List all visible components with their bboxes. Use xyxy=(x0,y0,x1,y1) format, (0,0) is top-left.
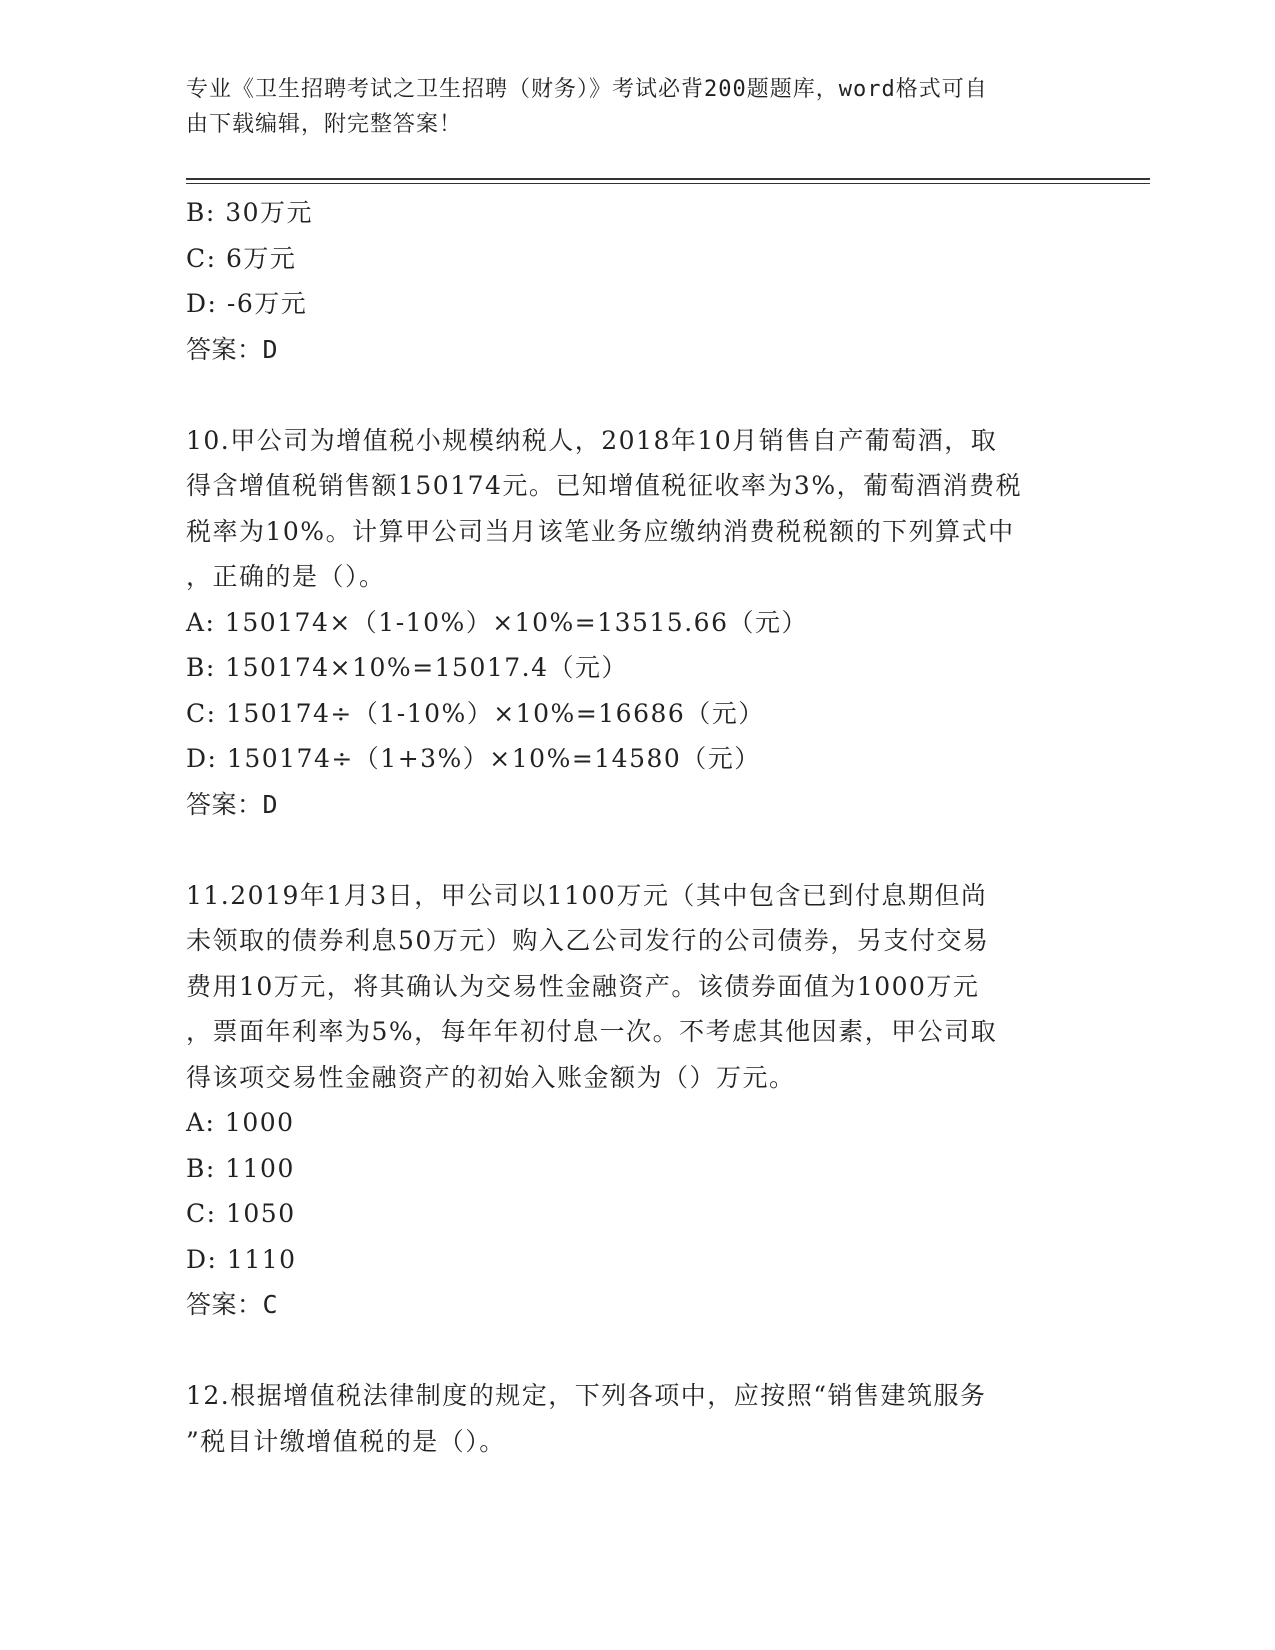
document-header xyxy=(186,72,1066,142)
question-stem-line: 得含增值税销售额150174元。已知增值税征收率为3%，葡萄酒消费税 xyxy=(186,471,1023,500)
question-content xyxy=(186,190,1086,1464)
question-stem-line: 税率为10%。计算甲公司当月该笔业务应缴纳消费税税额的下列算式中 xyxy=(186,516,1015,546)
option-c: C: 1050 xyxy=(186,1199,296,1228)
spacer xyxy=(186,372,1086,418)
spacer xyxy=(186,827,1086,873)
question-9-tail xyxy=(186,190,1086,372)
answer-label: 答案：D xyxy=(186,334,279,364)
answer-label: 答案：D xyxy=(186,789,279,819)
option-b: B: 30万元 xyxy=(186,198,314,227)
spacer xyxy=(186,1328,1086,1374)
question-12 xyxy=(186,1373,1086,1464)
header-divider-thin xyxy=(186,183,1150,184)
option-d: D: 150174÷（1+3%）×10%=14580（元） xyxy=(186,744,761,773)
question-10 xyxy=(186,418,1086,828)
question-stem-line: 得该项交易性金融资产的初始入账金额为（）万元。 xyxy=(186,1062,796,1092)
option-d: D: 1110 xyxy=(186,1244,297,1274)
question-11 xyxy=(186,873,1086,1328)
header-line-1: 专业《卫生招聘考试之卫生招聘（财务）》考试必背200题题库，word格式可自 xyxy=(186,77,988,102)
answer-label: 答案：C xyxy=(186,1290,279,1319)
header-divider-thick xyxy=(186,178,1150,180)
question-stem-line: ，票面年利率为5%，每年年初付息一次。不考虑其他因素，甲公司取 xyxy=(186,1017,998,1046)
question-stem-line: 费用10万元，将其确认为交易性金融资产。该债券面值为1000万元 xyxy=(186,971,980,1001)
option-c: C: 6万元 xyxy=(186,243,297,273)
question-stem-line: ，正确的是（）。 xyxy=(186,562,386,591)
option-a: A: 1000 xyxy=(186,1108,295,1137)
option-c: C: 150174÷（1-10%）×10%=16686（元） xyxy=(186,698,765,728)
option-b: B: 150174×10%=15017.4（元） xyxy=(186,653,629,682)
option-b: B: 1100 xyxy=(186,1153,295,1183)
question-stem-line: 11.2019年1月3日，甲公司以1100万元（其中包含已到付息期但尚 xyxy=(186,880,988,910)
question-stem-line: 12.根据增值税法律制度的规定，下列各项中，应按照“销售建筑服务 xyxy=(186,1381,987,1410)
question-stem-line: ”税目计缴增值税的是（）。 xyxy=(186,1426,506,1456)
question-stem-line: 10.甲公司为增值税小规模纳税人，2018年10月销售自产葡萄酒，取 xyxy=(186,425,998,455)
option-a: A: 150174×（1-10%）×10%=13515.66（元） xyxy=(186,607,808,637)
header-line-2: 由下载编辑，附完整答案！ xyxy=(186,112,463,137)
option-d: D: -6万元 xyxy=(186,289,308,318)
question-stem-line: 未领取的债券利息50万元）购入乙公司发行的公司债券，另支付交易 xyxy=(186,926,990,955)
